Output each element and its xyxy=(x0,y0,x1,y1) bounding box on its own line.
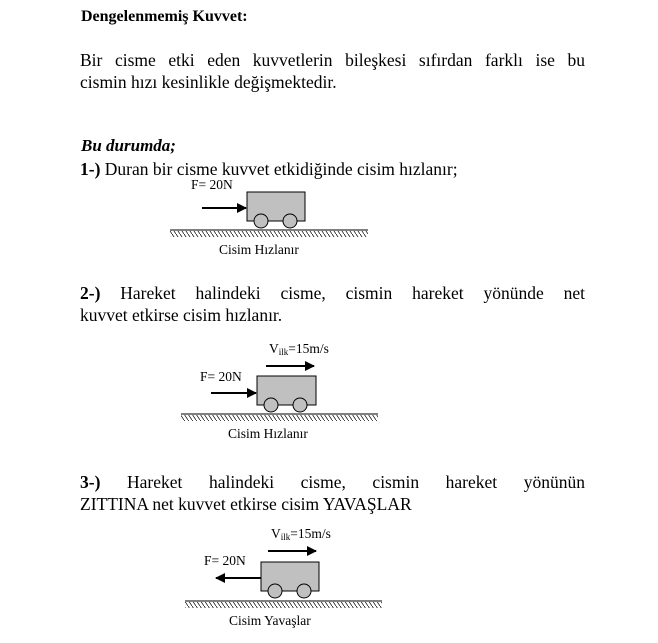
velocity-subscript: ilk xyxy=(280,532,291,542)
case-3-force-label: F= 20N xyxy=(204,553,246,568)
intro-line-1: Bir cisme etki eden kuvvetlerin bileşkesi sıfırdan farklı ise bu xyxy=(80,50,585,70)
case-2-line-2: kuvvet etkirse cisim hızlanır. xyxy=(80,305,283,325)
ground-hatch xyxy=(170,231,368,237)
case-1-diagram xyxy=(170,192,368,237)
ground-hatch xyxy=(185,602,382,608)
section-title: Dengelenmemiş Kuvvet: xyxy=(81,8,248,25)
velocity-value: =15m/s xyxy=(288,341,329,356)
ground-hatch xyxy=(181,415,378,421)
case-3-line-2: ZITTINA net kuvvet etkirse cisim YAVAŞLAR xyxy=(80,494,412,514)
subheading: Bu durumda; xyxy=(81,136,176,155)
case-1-number: 1-) xyxy=(80,159,101,179)
case-1-force-label: F= 20N xyxy=(191,177,233,192)
cart-wheel xyxy=(268,584,282,598)
case-2-diagram xyxy=(181,366,378,421)
case-2-number: 2-) xyxy=(80,283,101,303)
case-2-caption: Cisim Hızlanır xyxy=(228,426,308,441)
velocity-value: =15m/s xyxy=(290,526,331,541)
case-3-number: 3-) xyxy=(80,472,101,492)
case-3-diagram xyxy=(185,551,382,608)
cart-wheel xyxy=(297,584,311,598)
cart-wheel xyxy=(283,214,297,228)
case-2-force-label: F= 20N xyxy=(200,369,242,384)
cart-wheel xyxy=(264,398,278,412)
case-3-text-1: Hareket halindeki cisme, cismin hareket yönünün xyxy=(100,472,585,492)
velocity-subscript: ilk xyxy=(278,347,289,357)
velocity-symbol: V xyxy=(269,341,279,356)
case-1-caption: Cisim Hızlanır xyxy=(219,242,299,257)
velocity-symbol: V xyxy=(271,526,281,541)
case-3-caption: Cisim Yavaşlar xyxy=(229,613,311,628)
case-1-text: Duran bir cisme kuvvet etkidiğinde cisim hızlanır; xyxy=(100,159,458,179)
case-2-text-1: Hareket halindeki cisme, cismin hareket yönünde net xyxy=(100,283,585,303)
cart-wheel xyxy=(293,398,307,412)
intro-line-2: cismin hızı kesinlikle değişmektedir. xyxy=(80,72,337,92)
cart-wheel xyxy=(254,214,268,228)
